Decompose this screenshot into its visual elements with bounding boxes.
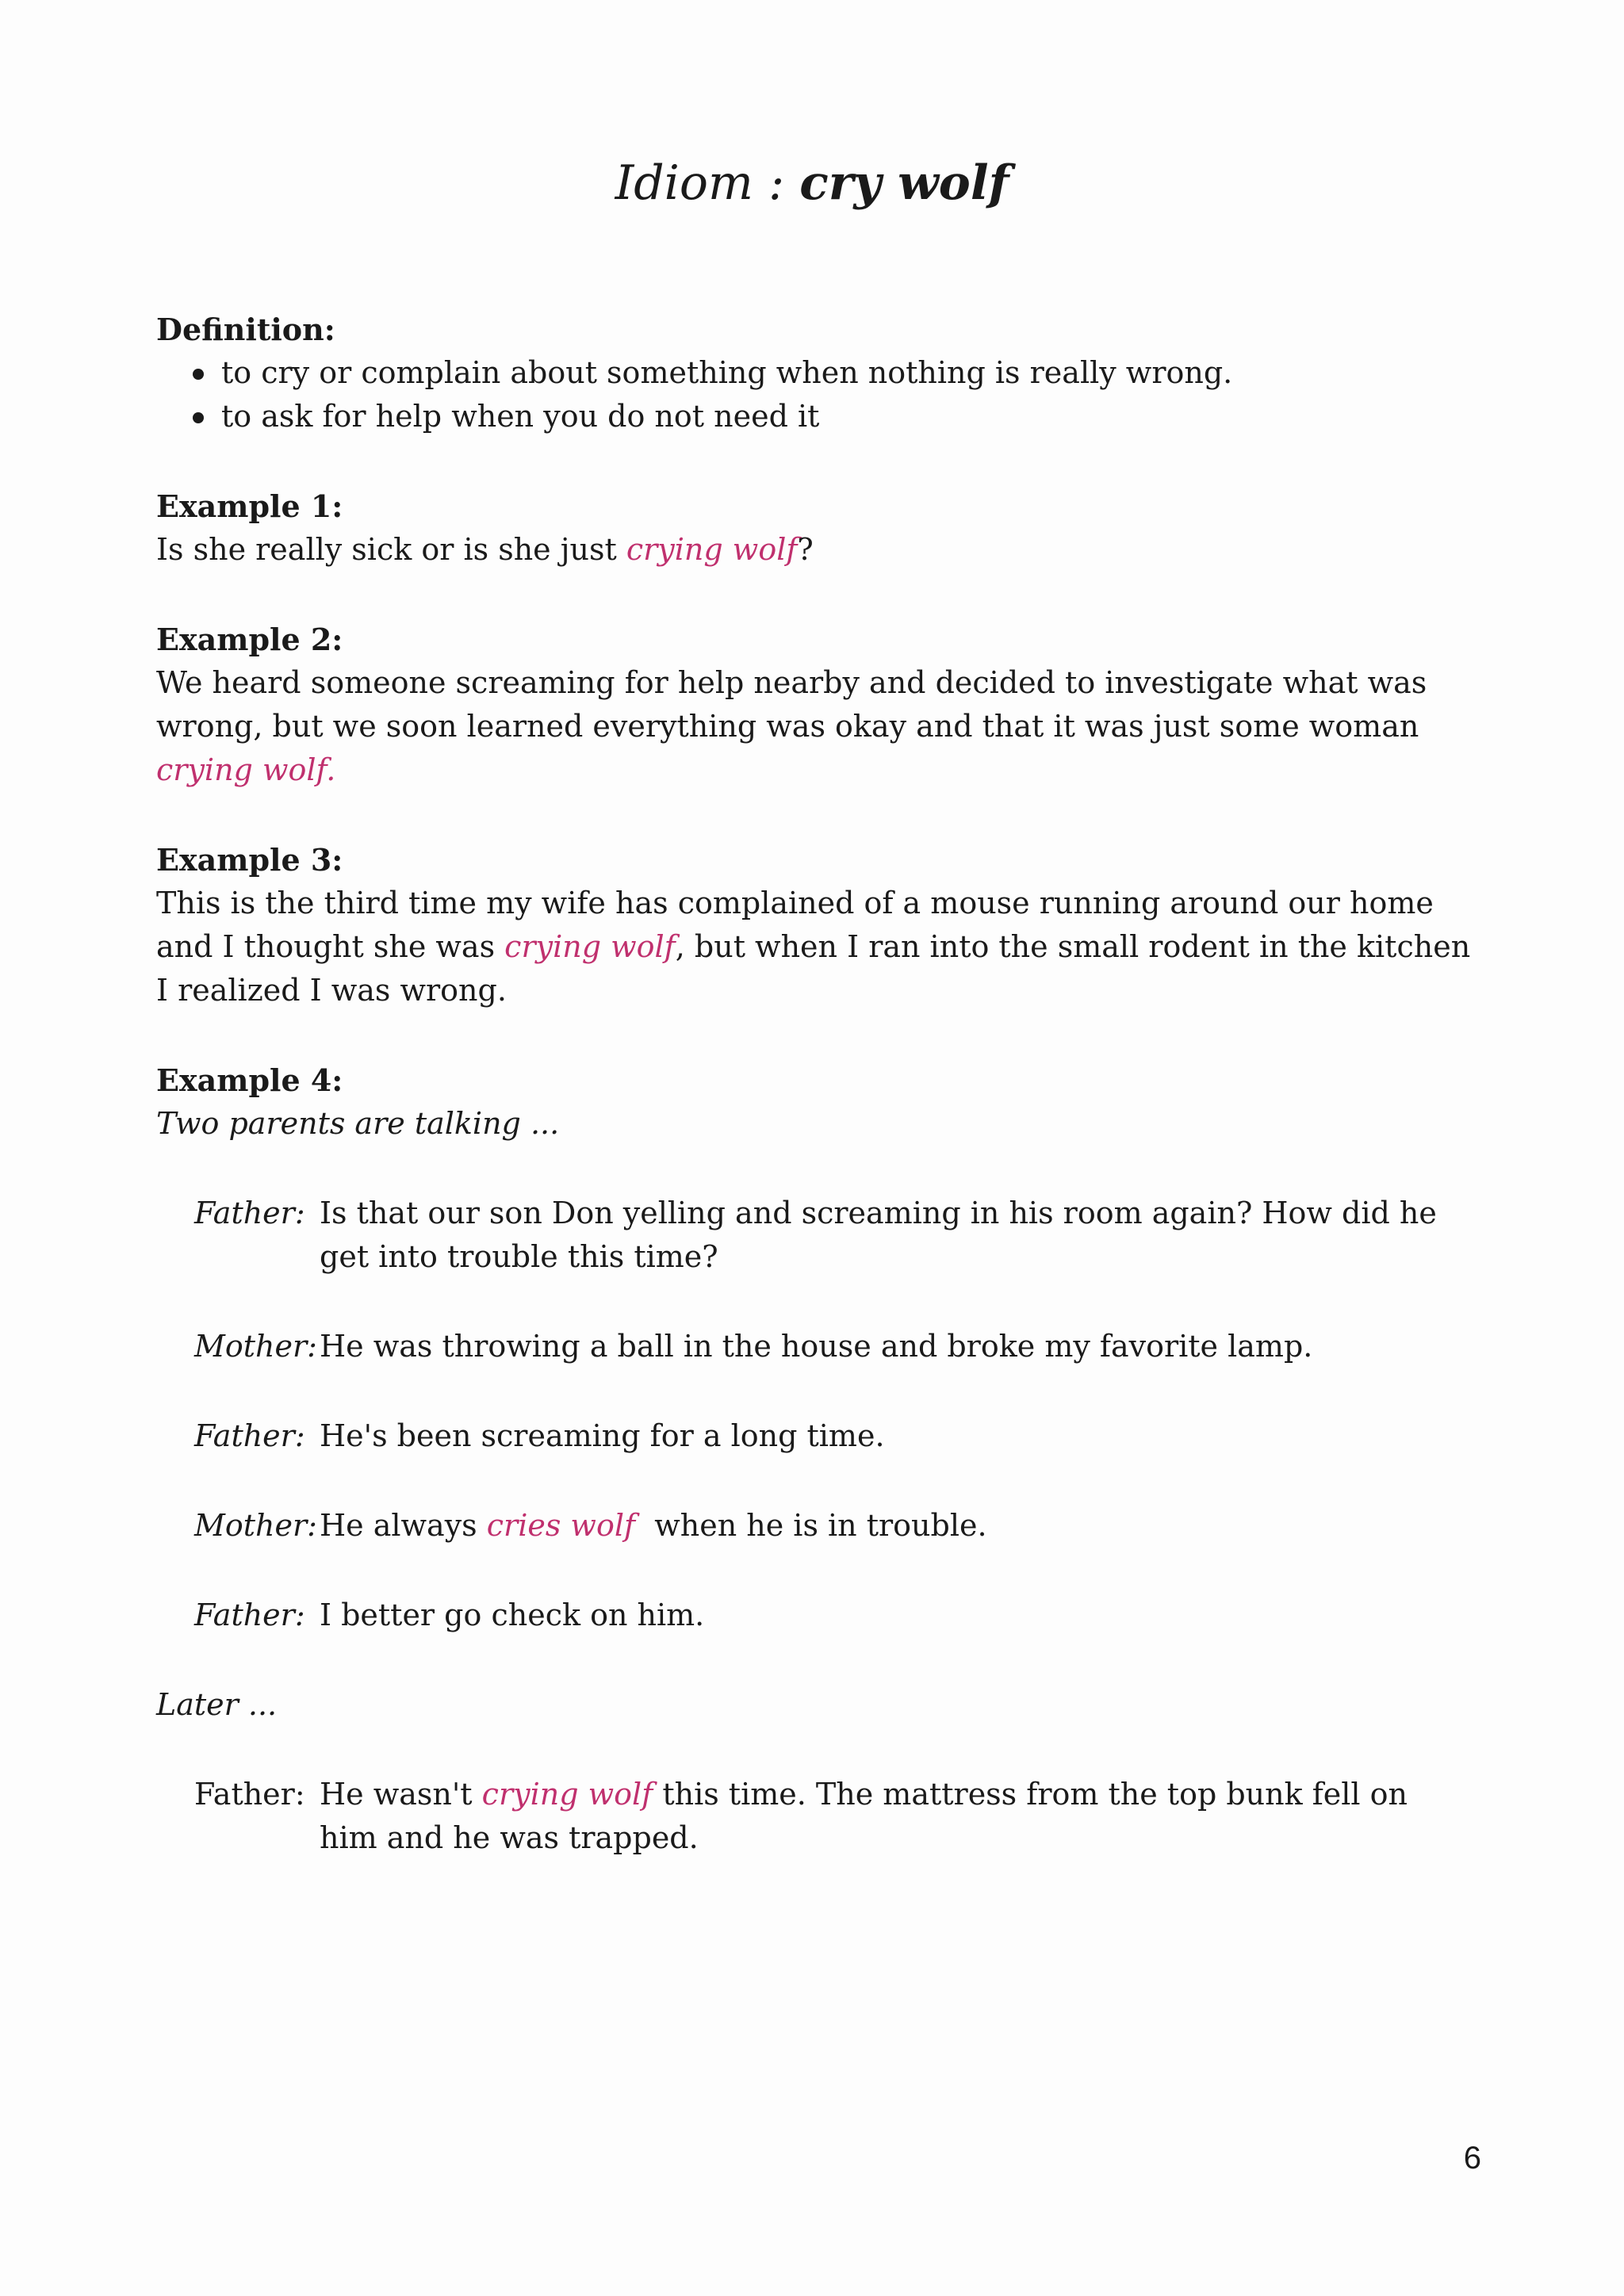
content (156, 308, 1473, 1860)
example-3-text (156, 882, 1473, 1012)
example-text: This is the third time my wife has complained of a mouse running around our home and I thought she was (156, 886, 1434, 964)
dialogue-speaker: Father: (194, 1196, 305, 1230)
dialogue-speaker: Mother: (194, 1329, 317, 1364)
dialogue-speech (320, 1504, 1473, 1548)
dialogue-line (156, 1504, 1473, 1548)
example-2-label: Example 2: (156, 622, 343, 657)
dialogue-line (156, 1325, 1473, 1368)
example-2 (156, 618, 1473, 792)
example-3-label: Example 3: (156, 842, 343, 878)
later-note: Later ... (156, 1687, 278, 1722)
dialogue-line (156, 1192, 1473, 1279)
idiom-highlight: crying wolf (481, 1777, 653, 1812)
idiom-highlight: crying wolf (504, 929, 676, 964)
definition-label: Definition: (156, 312, 335, 347)
dialogue-speech: Is that our son Don yelling and screaming in his room again? How did he get into trouble this time? (320, 1196, 1437, 1274)
example-text: ? (797, 532, 814, 567)
dialogue-speech: He was throwing a ball in the house and broke my favorite lamp. (320, 1329, 1313, 1364)
dialogue-speaker: Father: (194, 1418, 305, 1453)
definition-item: to ask for help when you do not need it (221, 395, 1473, 438)
example-1-text (156, 528, 1473, 572)
dialogue-speaker: Father: (194, 1598, 305, 1632)
dialogue-line (156, 1594, 1473, 1637)
definition-item: to cry or complain about something when nothing is really wrong. (221, 351, 1473, 395)
definition-section (156, 308, 1473, 438)
dialogue-line (156, 1414, 1473, 1458)
definition-list (156, 351, 1473, 438)
example-text: , but when I ran into the small rodent in the kitchen I realized I was wrong. (156, 929, 1471, 1008)
speech-text: this time. The mattress from the top bunk fell on him and he was trapped. (320, 1777, 1408, 1855)
speech-text: He wasn't (320, 1777, 482, 1812)
idiom-highlight: cries wolf (486, 1508, 636, 1543)
example-4 (156, 1058, 1473, 1860)
page-number: 6 (1463, 2141, 1481, 2175)
idiom-highlight: crying wolf. (156, 752, 336, 787)
title-prefix: Idiom : (615, 155, 800, 211)
dialogue-speaker: Father: (194, 1777, 305, 1812)
page-title (0, 152, 1624, 214)
example-1-label: Example 1: (156, 488, 343, 524)
speech-text: He always (320, 1508, 487, 1543)
example-text: Is she really sick or is she just (156, 532, 626, 567)
example-2-text (156, 661, 1473, 792)
example-text: We heard someone screaming for help nearby and decided to investigate what was wrong, but we soon learned everything was okay and that it was just some woman (156, 665, 1427, 744)
dialogue-speech: He's been screaming for a long time. (320, 1418, 885, 1453)
dialogue-speech (320, 1773, 1473, 1860)
speech-text: when he is in trouble. (635, 1508, 987, 1543)
dialogue-speech: I better go check on him. (320, 1598, 705, 1632)
example-4-label: Example 4: (156, 1062, 343, 1098)
dialogue-speaker: Mother: (194, 1508, 317, 1543)
dialogue-line-final (156, 1773, 1473, 1860)
example-3 (156, 838, 1473, 1012)
title-idiom: cry wolf (799, 155, 1009, 211)
idiom-highlight: crying wolf (626, 532, 798, 567)
example-4-intro: Two parents are talking ... (156, 1106, 560, 1141)
example-1 (156, 484, 1473, 572)
